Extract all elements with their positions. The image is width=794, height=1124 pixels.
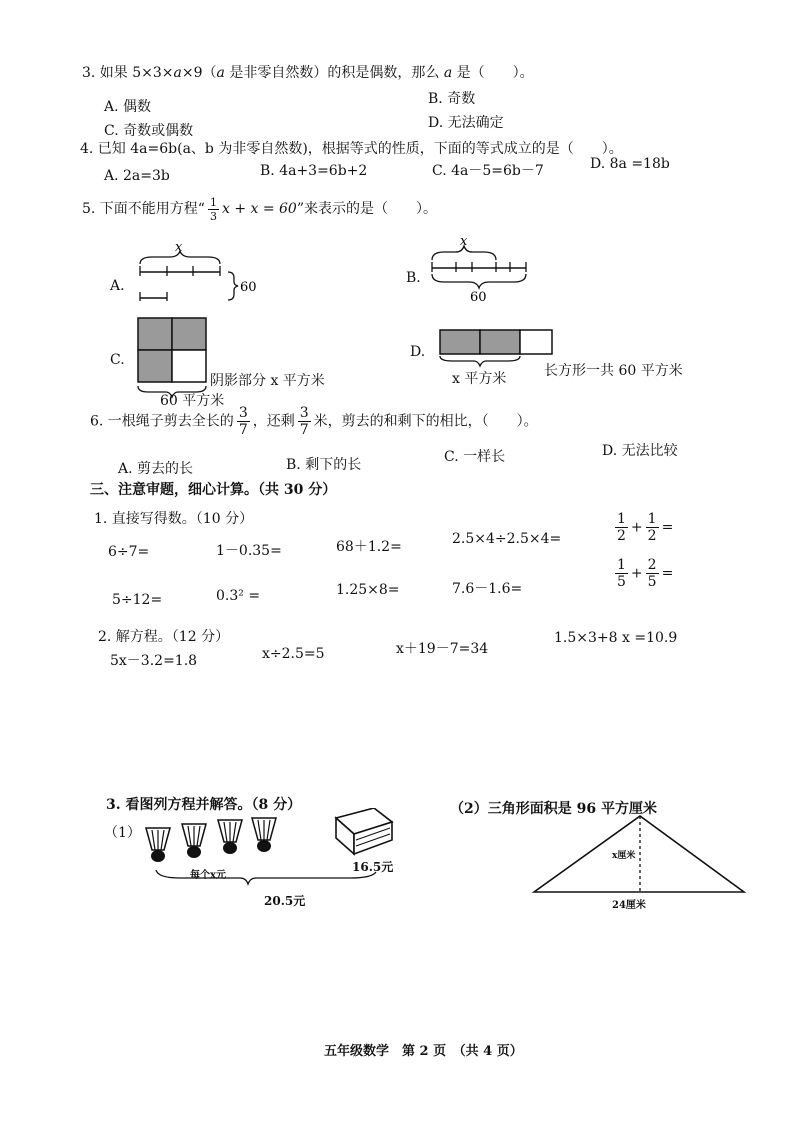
frac-term — [615, 512, 628, 543]
frac-num: 1 — [617, 557, 626, 573]
q5-c-shaded-square — [172, 318, 206, 350]
q5-option-b[interactable]: B. — [406, 270, 421, 286]
part-1-title: 1. 直接写得数。（10 分） — [94, 511, 254, 527]
q4-option-c[interactable]: C. 4a－5=6b－7 — [432, 163, 544, 179]
q5-d-blank-cell — [520, 330, 552, 354]
q6-option-d[interactable]: D. 无法比较 — [602, 443, 678, 459]
frac-eq: = — [661, 565, 674, 582]
calc-item: 1.25×8= — [336, 582, 400, 598]
calc-item: 0.3² = — [216, 588, 261, 604]
frac-eq: = — [661, 519, 674, 536]
q6-frac-num: 3 — [238, 405, 248, 421]
equation-item: x÷2.5=5 — [262, 646, 325, 662]
book-icon — [336, 808, 392, 854]
shuttlecock-icon — [146, 828, 170, 862]
triangle-figure — [530, 812, 750, 898]
frac-calc-item — [612, 512, 673, 543]
calc-item: 1－0.35= — [216, 543, 282, 559]
q3-stem-part: 是非零自然数）的积是偶数，那么 — [224, 65, 444, 81]
calc-item: 68＋1.2= — [336, 539, 402, 555]
q5-d-brace-bottom — [440, 356, 520, 366]
frac-term — [615, 558, 628, 589]
frac-term — [646, 512, 659, 543]
q5-b-x-label: x — [460, 234, 468, 249]
frac-den: 5 — [647, 574, 657, 590]
q5-stem — [82, 194, 437, 224]
q6-stem-part: ，还剩 — [252, 413, 295, 430]
equation-item: 1.5×3+8 x =10.9 — [554, 630, 678, 646]
q5-d-shaded-cell — [440, 330, 480, 354]
q3-stem — [82, 62, 534, 82]
q6-frac-den: 7 — [238, 422, 248, 438]
q5-c-bottom-label: 60 平方米 — [160, 393, 225, 409]
q4-option-b[interactable]: B. 4a+3=6b+2 — [260, 163, 368, 179]
q3-stem-part: 是（ ）。 — [452, 65, 534, 81]
frac-den: 2 — [617, 528, 626, 544]
page-footer: 五年级数学 第 2 页 （共 4 页） — [324, 1044, 523, 1059]
shuttlecock-icon — [252, 818, 276, 852]
q6-option-b[interactable]: B. 剩下的长 — [286, 457, 362, 473]
section-3-title: 三、注意审题，细心计算。（共 30 分） — [90, 482, 337, 498]
triangle-base-label: 24厘米 — [612, 900, 646, 911]
q5-a-x-label: x — [175, 240, 183, 255]
part-3-2-label: （2）三角形面积是 96 平方厘米 — [450, 801, 657, 817]
frac-num: 1 — [647, 511, 657, 527]
triangle-height-label: x厘米 — [612, 851, 636, 861]
q3-var: a — [173, 65, 182, 81]
frac-op: + — [630, 565, 643, 582]
q3-var: a — [443, 65, 453, 81]
q5-diagram-b — [424, 232, 540, 304]
total-brace — [156, 870, 376, 884]
q4-option-d[interactable]: D. 8a =18b — [590, 156, 670, 172]
q5-stem-part: 5. 下面不能用方程“ — [82, 201, 205, 217]
q5-fraction — [208, 197, 219, 222]
calc-item: 2.5×4÷2.5×4= — [452, 531, 562, 547]
frac-num: 1 — [617, 511, 626, 527]
q5-frac-den: 3 — [209, 209, 217, 223]
q5-diagram-a — [130, 238, 270, 310]
q5-option-d[interactable]: D. — [410, 344, 426, 360]
q5-d-total-label: 长方形一共 60 平方米 — [544, 363, 683, 379]
q5-option-c[interactable]: C. — [110, 352, 125, 368]
q3-var: a — [216, 65, 225, 81]
q6-option-a[interactable]: A. 剪去的长 — [118, 461, 194, 477]
q5-c-blank-square — [172, 350, 206, 382]
q5-d-shade-label: x 平方米 — [452, 371, 507, 387]
q5-c-shaded-square — [138, 318, 172, 350]
total-price-label: 20.5元 — [264, 894, 306, 908]
q3-option-a[interactable]: A. 偶数 — [104, 99, 152, 115]
shuttlecock-icon — [218, 820, 242, 854]
q5-stem-part: ”来表示的是（ ）。 — [296, 201, 438, 217]
q6-option-c[interactable]: C. 一样长 — [444, 449, 506, 465]
part-2-title: 2. 解方程。（12 分） — [98, 629, 230, 645]
q3-stem-part: 3. 如果 5×3× — [82, 65, 174, 81]
q3-stem-part: ×9（ — [181, 65, 217, 81]
equation-item: 5x－3.2=1.8 — [110, 653, 198, 669]
book-price-label: 16.5元 — [352, 860, 394, 874]
frac-num: 2 — [647, 557, 657, 573]
q5-option-a[interactable]: A. — [110, 278, 125, 294]
q5-c-shade-label: 阴影部分 x 平方米 — [210, 373, 325, 389]
frac-den: 2 — [647, 528, 657, 544]
frac-term — [646, 558, 659, 589]
calc-item: 5÷12= — [112, 592, 163, 608]
q3-option-b[interactable]: B. 奇数 — [428, 91, 476, 107]
q6-frac-num: 3 — [299, 405, 309, 421]
q6-fraction-1 — [237, 406, 250, 437]
q5-c-shaded-square — [138, 350, 172, 382]
q3-option-d[interactable]: D. 无法确定 — [428, 115, 504, 131]
q6-stem-part: 6. 一根绳子剪去全长的 — [90, 413, 234, 430]
q5-diagram-d — [430, 322, 560, 368]
frac-den: 5 — [617, 574, 626, 590]
q6-fraction-2 — [298, 406, 311, 437]
q3-option-c[interactable]: C. 奇数或偶数 — [104, 123, 194, 139]
shuttlecock-icon — [182, 824, 206, 858]
q6-frac-den: 7 — [299, 422, 309, 438]
q6-stem — [90, 406, 538, 437]
calc-item: 6÷7= — [108, 544, 150, 560]
each-price-label: 每个x元 — [190, 870, 226, 881]
q5-b-60-label: 60 — [470, 290, 487, 304]
q6-stem-part: 米，剪去的和剩下的相比，（ ）。 — [313, 413, 538, 430]
triangle-shape — [534, 816, 744, 892]
q5-a-brace-right — [228, 272, 238, 300]
q4-option-a[interactable]: A. 2a=3b — [104, 168, 170, 184]
equation-item: x＋19－7=34 — [396, 641, 489, 657]
calc-item: 7.6－1.6= — [452, 581, 523, 597]
q5-equation: x + x = 60 — [221, 201, 297, 217]
frac-op: + — [630, 519, 643, 536]
frac-calc-item — [612, 558, 673, 589]
part-3-title: 3. 看图列方程并解答。（8 分） — [106, 797, 302, 813]
q5-b-brace-bottom — [432, 274, 526, 288]
q5-a-60-label: 60 — [240, 280, 257, 295]
q5-frac-num: 1 — [209, 195, 217, 209]
part-3-1-label: （1） — [104, 825, 141, 841]
q4-stem: 4. 已知 4a=6b(a、b 为非零自然数)，根据等式的性质，下面的等式成立的是（ ）。 — [80, 141, 623, 157]
q5-d-shaded-cell — [480, 330, 520, 354]
